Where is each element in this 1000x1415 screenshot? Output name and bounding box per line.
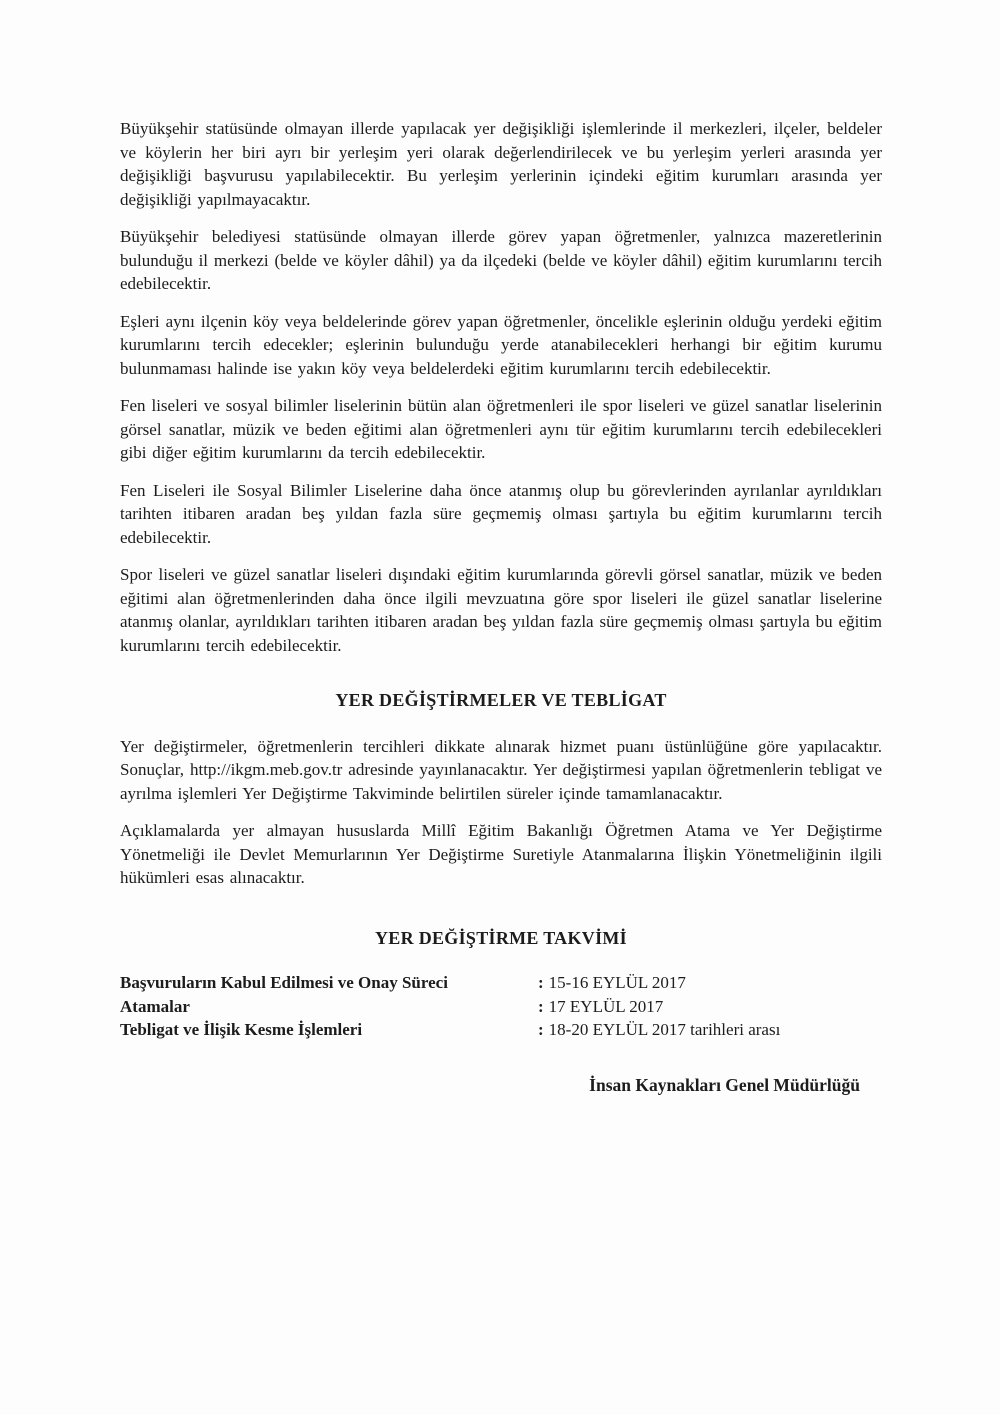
paragraph-fen-liseleri-alan: Fen liseleri ve sosyal bilimler liselerinin bütün alan öğretmenleri ile spor liseleri ve güzel sanatlar liselerinin görsel sanatlar, müzik ve beden eğitimi alan öğretmenleri aynı tür eğitim kurumlarını tercih edebilecekleri gibi diğer eğitim kurumlarını da tercih edebilecektir. [120, 396, 882, 462]
paragraph-buyuksehir-statusu: Büyükşehir statüsünde olmayan illerde yapılacak yer değişikliği işlemlerinde il merkezleri, ilçeler, beldeler ve köylerin her biri ayrı bir yerleşim yeri olarak değerlendirilecek ve bu yerleşim yerleri arasında yer değişikliği başvurusu yapılabilecektir. Bu yerleşim yerlerinin içindeki eğitim kurumları arasında yer değişikliği yapılmayacaktır. [120, 119, 882, 209]
schedule-row-atamalar [120, 995, 882, 1019]
section-heading-yer-degistirme-takvimi: YER DEĞİŞTİRME TAKVİMİ [375, 927, 627, 948]
schedule-row-basvuru [120, 971, 882, 995]
paragraph-spor-liseleri: Spor liseleri ve güzel sanatlar liseleri dışındaki eğitim kurumlarında görevli görsel sanatlar, müzik ve beden eğitimi alan öğretmenlerinden daha önce ilgili mevzuatına göre spor liseleri ile güzel sanatlar liselerine atanmış olanlar, ayrıldıkları tarihten itibaren aradan beş yıldan fazla süre geçmemiş olması şartıyla bu eğitim kurumlarını tercih edebilecektir. [120, 565, 882, 655]
paragraph-aciklamalar: Açıklamalarda yer almayan hususlarda Millî Eğitim Bakanlığı Öğretmen Atama ve Yer Değiştirme Yönetmeliği ile Devlet Memurlarının Yer Değiştirme Suretiyle Atanmalarına İlişkin Yönetmeliğinin ilgili hükümleri esas alınacaktır. [120, 821, 882, 887]
signature-insan-kaynaklari: İnsan Kaynakları Genel Müdürlüğü [589, 1074, 860, 1095]
schedule-value: 18-20 EYLÜL 2017 tarihleri arası [548, 1020, 781, 1039]
schedule-label: Tebligat ve İlişik Kesme İşlemleri [120, 1020, 363, 1039]
paragraph-yer-degistirmeler: Yer değiştirmeler, öğretmenlerin tercihleri dikkate alınarak hizmet puanı üstünlüğüne göre yapılacaktır. Sonuçlar, http://ikgm.meb.gov.tr adresinde yayınlanacaktır. Yer değiştirmesi yapılan öğretmenlerin tebligat ve ayrılma işlemleri Yer Değiştirme Takviminde belirtilen süreler içinde tamamlanacaktır. [120, 736, 882, 803]
schedule-label: Atamalar [120, 996, 190, 1016]
section-heading-yer-degistirmeler-ve-tebligat: YER DEĞİŞTİRMELER VE TEBLİGAT [335, 690, 667, 710]
schedule-value: 15-16 EYLÜL 2017 [548, 973, 686, 992]
schedule-row-tebligat [120, 1018, 882, 1042]
paragraph-buyuksehir-belediyesi: Büyükşehir belediyesi statüsünde olmayan illerde görev yapan öğretmenler, yalnızca mazeretlerinin bulunduğu il merkezi (belde ve köyler dâhil) ya da ilçedeki (belde ve köyler dâhil) eğitim kurumlarını tercih edebilecektir. [120, 227, 882, 293]
schedule-separator: : [538, 973, 544, 992]
schedule-table [120, 971, 882, 1042]
schedule-label: Başvuruların Kabul Edilmesi ve Onay Süreci [120, 973, 448, 992]
schedule-separator: : [538, 996, 544, 1016]
paragraph-esler: Eşleri aynı ilçenin köy veya beldelerinde görev yapan öğretmenler, öncelikle eşlerinin olduğu yerdeki eğitim kurumlarını tercih edecekler; eşlerinin bulunduğu yerde atanabilecekleri herhangi bir eğitim kurumu bulunmaması halinde ise yakın köy veya beldelerdeki eğitim kurumlarını tercih edebilecektir. [120, 311, 882, 378]
schedule-value: 17 EYLÜL 2017 [548, 996, 664, 1016]
schedule-separator: : [538, 1020, 544, 1039]
paragraph-fen-liseleri-atanmis: Fen Liseleri ile Sosyal Bilimler Liselerine daha önce atanmış olup bu görevlerinden ayrılanlar ayrıldıkları tarihten itibaren aradan beş yıldan fazla süre geçmemiş olması şartıyla bu eğitim kurumlarını tercih edebilecektir. [120, 480, 882, 547]
